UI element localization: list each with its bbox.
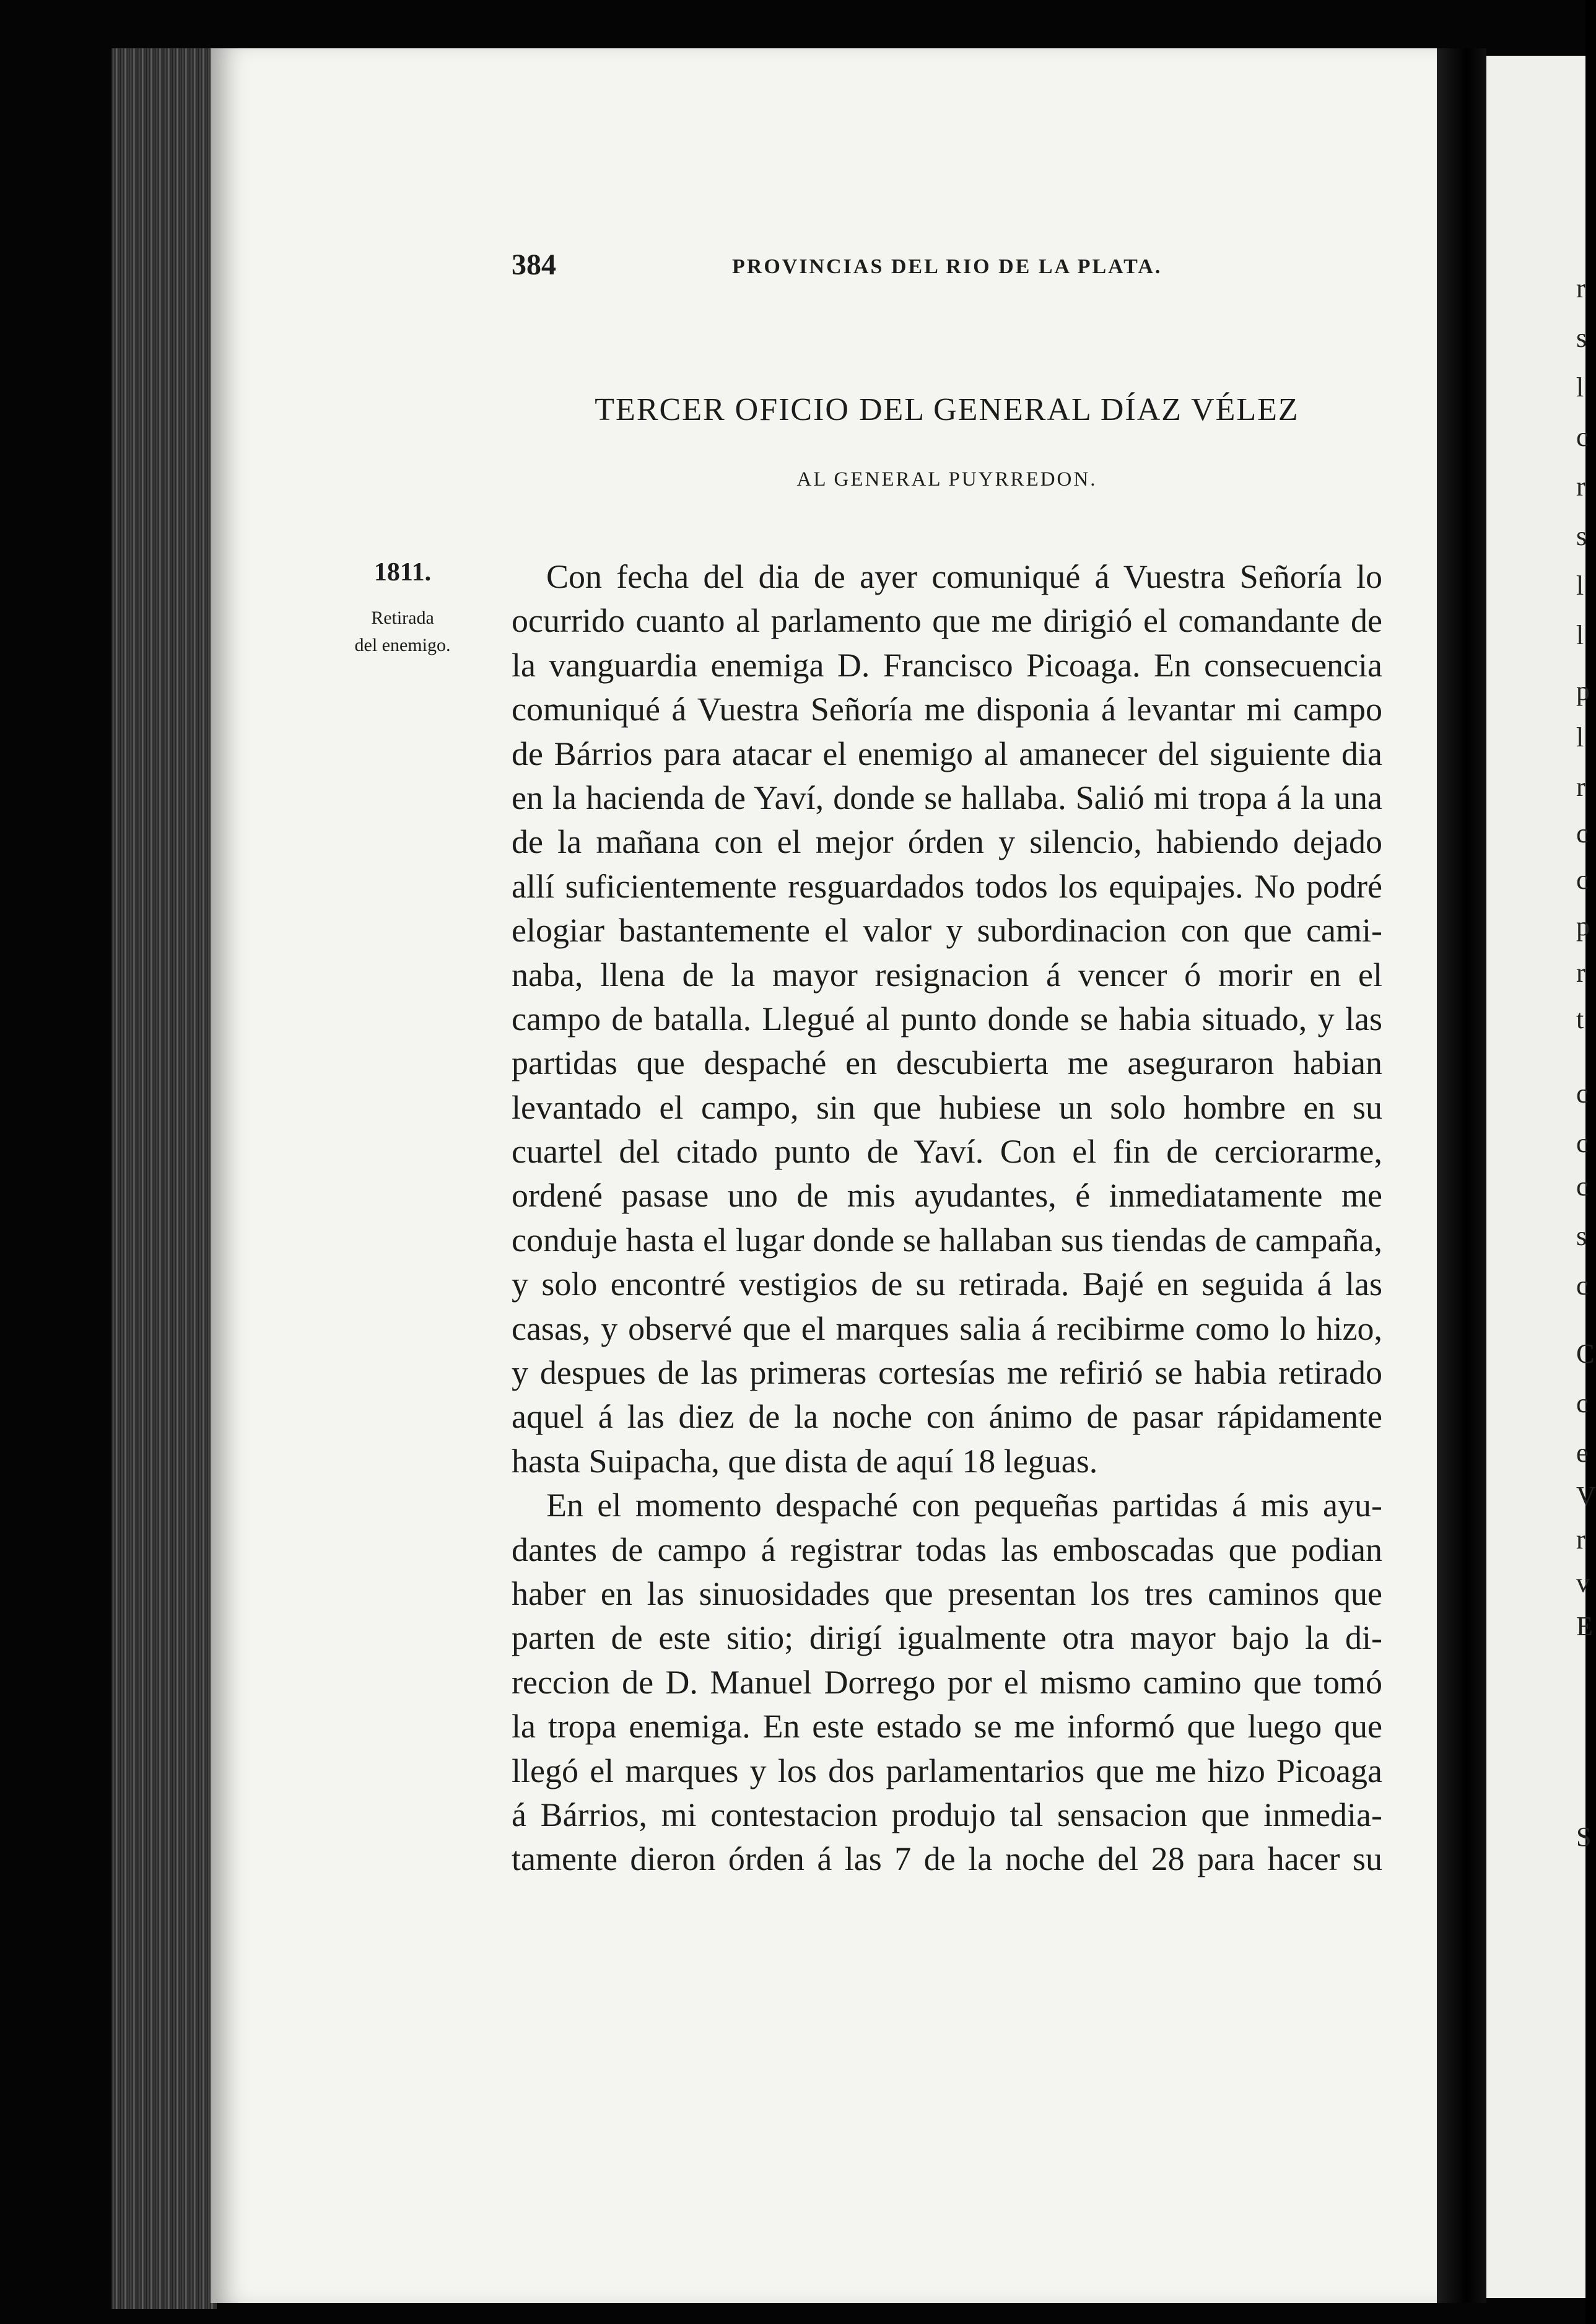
body-line: comuniqué á Vuestra Señoría me disponia á levantar mi campo bbox=[512, 691, 1382, 728]
adjacent-page-letter: c bbox=[1576, 1171, 1589, 1202]
body-line: hasta Suipacha, que dista de aquí 18 leguas. bbox=[512, 1442, 1098, 1480]
body-line: En el momento despaché con pequeñas partidas á mis ayu- bbox=[546, 1487, 1382, 1524]
adjacent-page-letter: s bbox=[1576, 1221, 1587, 1251]
adjacent-page-fragment bbox=[1486, 56, 1596, 2298]
adjacent-page-letter: e bbox=[1576, 1438, 1589, 1468]
body-line: campo de batalla. Llegué al punto donde se habia situado, y las bbox=[512, 1000, 1382, 1038]
body-line: y despues de las primeras cortesías me refirió se habia retirado bbox=[512, 1354, 1382, 1392]
adjacent-page-letter: c bbox=[1576, 818, 1589, 849]
adjacent-page-letter: p bbox=[1576, 911, 1590, 941]
adjacent-page-letter: v bbox=[1576, 1568, 1590, 1598]
running-head-title: PROVINCIAS DEL RIO DE LA PLATA. bbox=[732, 255, 1162, 278]
body-line: cuartel del citado punto de Yaví. Con el fin de cerciorarme, bbox=[512, 1133, 1382, 1171]
book-page-edges bbox=[111, 48, 217, 2309]
adjacent-page-letter: c bbox=[1576, 1128, 1589, 1158]
adjacent-page-letter: r bbox=[1576, 273, 1585, 304]
adjacent-page-letter: C bbox=[1576, 1339, 1595, 1369]
adjacent-page-letter: r bbox=[1576, 1524, 1585, 1555]
body-line: haber en las sinuosidades que presentan los tres caminos que bbox=[512, 1575, 1382, 1612]
body-line: tamente dieron órden á las 7 de la noche del 28 para hacer su bbox=[512, 1840, 1382, 1878]
adjacent-page-letter: l bbox=[1576, 570, 1584, 601]
running-head bbox=[512, 248, 1168, 285]
body-line: llegó el marques y los dos parlamentarios que me hizo Picoaga bbox=[512, 1752, 1382, 1789]
adjacent-page-letter: s bbox=[1576, 323, 1587, 353]
body-line: ordené pasase uno de mis ayudantes, é inmediatamente me bbox=[512, 1177, 1382, 1215]
body-line: parten de este sitio; dirigí igualmente otra mayor bajo la di- bbox=[512, 1619, 1382, 1657]
page-number: 384 bbox=[512, 248, 556, 281]
body-line: á Bárrios, mi contestacion produjo tal sensacion que inmedia- bbox=[512, 1796, 1382, 1833]
adjacent-page-letter: l bbox=[1576, 620, 1584, 650]
adjacent-page-letter: c bbox=[1576, 1388, 1589, 1418]
adjacent-page-letter: r bbox=[1576, 471, 1585, 502]
body-line: en la hacienda de Yaví, donde se hallaba. Salió mi tropa á la una bbox=[512, 779, 1382, 816]
adjacent-page-letter: c bbox=[1576, 1078, 1589, 1109]
adjacent-page-letter: c bbox=[1576, 865, 1589, 895]
adjacent-page-letter: r bbox=[1576, 958, 1585, 988]
body-line: la tropa enemiga. En este estado se me informó que luego que bbox=[512, 1708, 1382, 1745]
adjacent-page-letter: E bbox=[1576, 1611, 1593, 1641]
body-line: allí suficientemente resguardados todos los equipajes. No podré bbox=[512, 867, 1382, 905]
adjacent-page-letter: l bbox=[1576, 372, 1584, 403]
body-line: Con fecha del dia de ayer comuniqué á Vuestra Señoría lo bbox=[546, 558, 1382, 595]
book-gutter bbox=[1437, 48, 1486, 2303]
body-line: dantes de campo á registrar todas las emboscadas que podian bbox=[512, 1531, 1382, 1568]
body-line: conduje hasta el lugar donde se hallaban sus tiendas de campaña, bbox=[512, 1221, 1382, 1259]
adjacent-page-letter: c bbox=[1576, 422, 1589, 452]
adjacent-page-letter: s bbox=[1576, 521, 1587, 551]
margin-year: 1811. bbox=[373, 558, 432, 587]
body-line: de la mañana con el mejor órden y silencio, habiendo dejado bbox=[512, 823, 1382, 861]
adjacent-page-letter: r bbox=[1576, 772, 1585, 802]
body-line: casas, y observé que el marques salia á recibirme como lo hizo, bbox=[512, 1309, 1382, 1347]
body-line: reccion de D. Manuel Dorrego por el mismo camino que tomó bbox=[512, 1663, 1382, 1701]
adjacent-page-letter: c bbox=[1576, 1270, 1589, 1301]
body-text bbox=[512, 555, 1382, 1882]
body-line: y solo encontré vestigios de su retirada. Bajé en seguida á las bbox=[512, 1265, 1382, 1303]
document-title: TERCER OFICIO DEL GENERAL DÍAZ VÉLEZ bbox=[595, 392, 1299, 427]
body-line: ocurrido cuanto al parlamento que me dirigió el comandante de bbox=[512, 602, 1382, 640]
body-line: elogiar bastantemente el valor y subordinacion con que cami- bbox=[512, 912, 1382, 950]
adjacent-page-letter: p bbox=[1576, 676, 1590, 706]
body-line: aquel á las diez de la noche con ánimo de pasar rápidamente bbox=[512, 1398, 1382, 1436]
adjacent-page-letter: t bbox=[1576, 1004, 1584, 1034]
body-line: partidas que despaché en descubierta me aseguraron habian bbox=[512, 1044, 1382, 1082]
body-line: levantado el campo, sin que hubiese un solo hombre en su bbox=[512, 1088, 1382, 1126]
adjacent-page-letter: S bbox=[1576, 1822, 1592, 1852]
document-subtitle: AL GENERAL PUYRREDON. bbox=[796, 468, 1097, 491]
margin-note bbox=[322, 557, 483, 659]
adjacent-page-letter: V bbox=[1576, 1481, 1596, 1511]
body-line: la vanguardia enemiga D. Francisco Picoaga. En consecuencia bbox=[512, 646, 1382, 684]
body-line: de Bárrios para atacar el enemigo al amanecer del siguiente dia bbox=[512, 735, 1382, 772]
body-line: naba, llena de la mayor resignacion á vencer ó morir en el bbox=[512, 956, 1382, 994]
margin-caption: Retirada del enemigo. bbox=[354, 608, 451, 655]
adjacent-page-letter: l bbox=[1576, 722, 1584, 753]
